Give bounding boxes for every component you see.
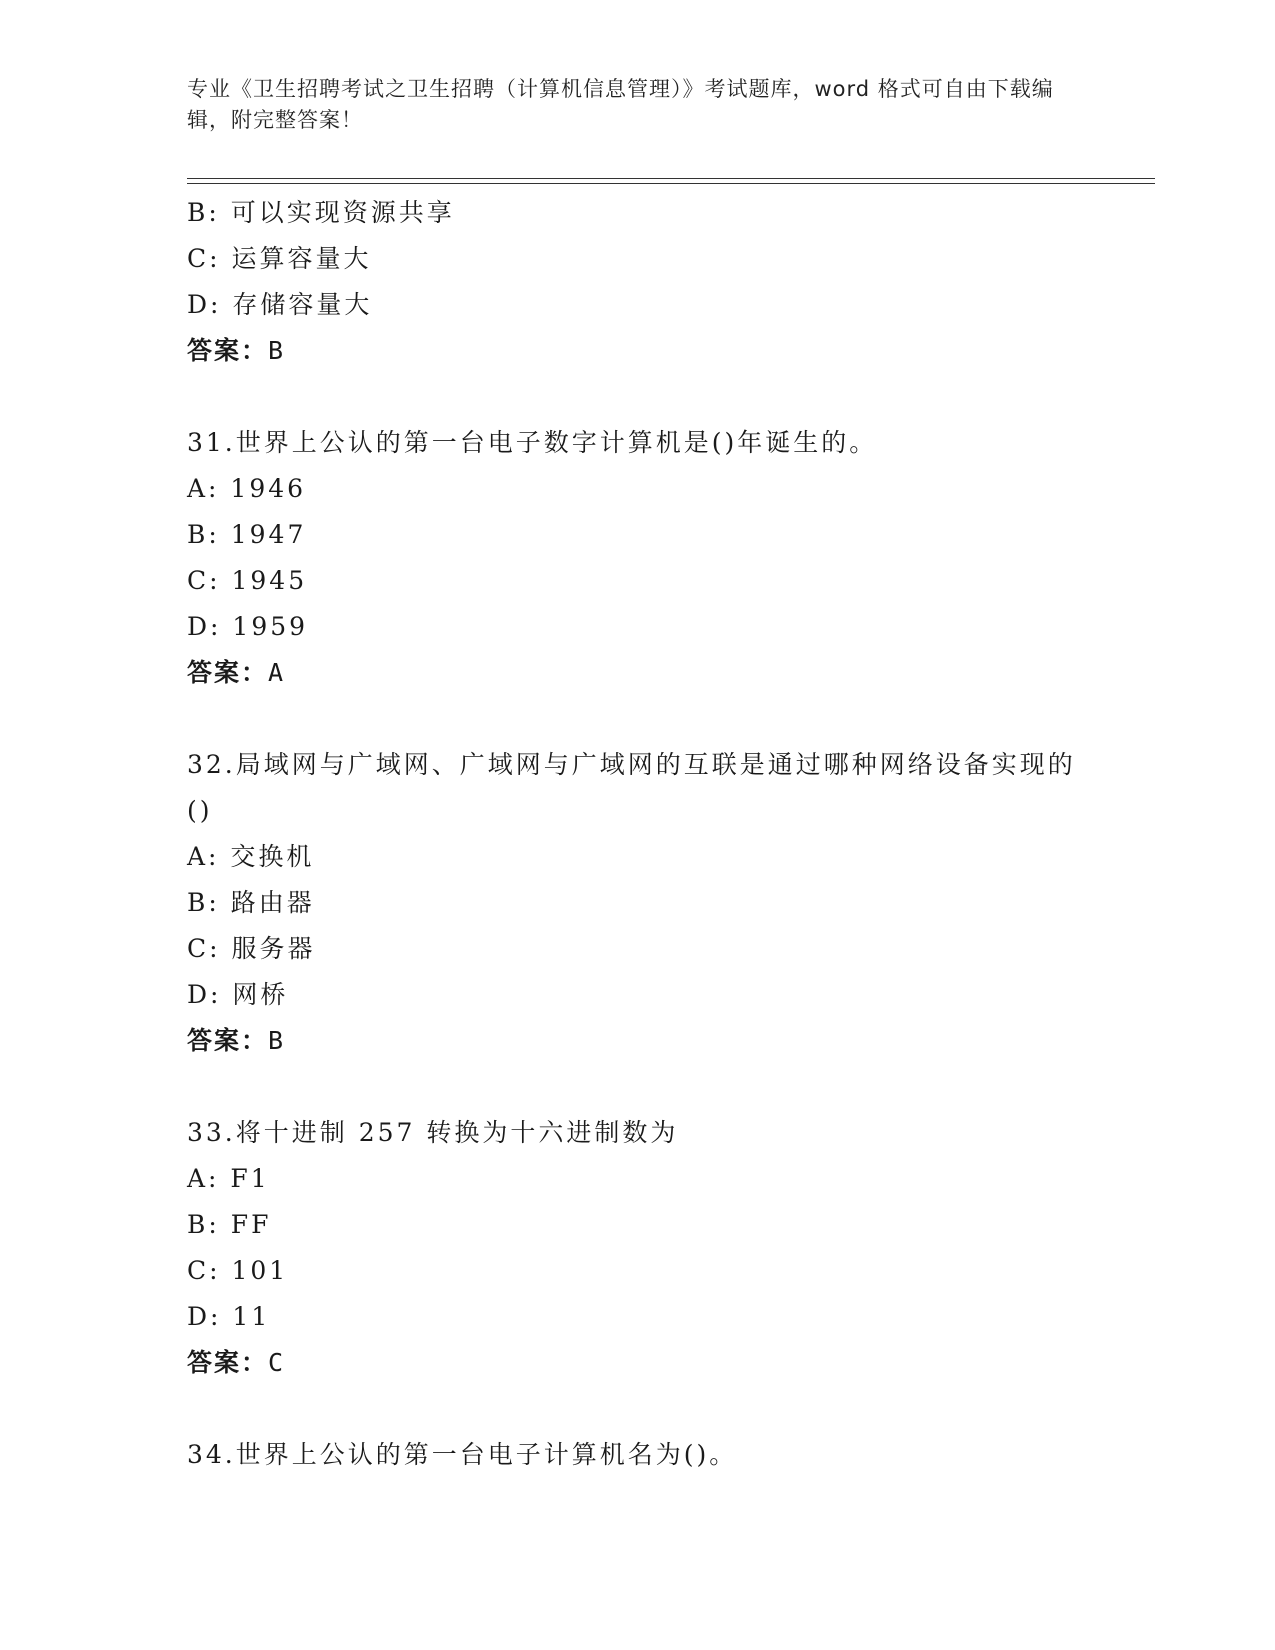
answer-line: [187, 650, 1077, 696]
answer-value: B: [268, 336, 286, 365]
question-30-continuation: [187, 190, 1077, 374]
option-c: C: 1945: [187, 566, 308, 595]
answer-value: B: [268, 1026, 286, 1055]
answer-value: C: [268, 1348, 286, 1377]
question-stem: 33.将十进制 257 转换为十六进制数为: [187, 1118, 679, 1147]
option-b: B: FF: [187, 1210, 272, 1239]
question-32: [187, 742, 1077, 1064]
option-a: A: 1946: [187, 474, 307, 503]
answer-label: 答案：: [187, 336, 269, 365]
question-stem: 34.世界上公认的第一台电子计算机名为()。: [187, 1440, 738, 1469]
question-34: [187, 1432, 1077, 1478]
option-b: B: 路由器: [187, 888, 315, 917]
option-d: D: 网桥: [187, 980, 289, 1009]
option-b: B: 1947: [187, 520, 307, 549]
answer-label: 答案：: [187, 658, 269, 687]
option-a: A: F1: [187, 1164, 270, 1193]
answer-line: [187, 1340, 1077, 1386]
answer-label: 答案：: [187, 1026, 269, 1055]
option-a: A: 交换机: [187, 842, 315, 871]
option-d: D: 11: [187, 1302, 271, 1331]
document-header-note: 专业《卫生招聘考试之卫生招聘（计算机信息管理）》考试题库，word 格式可自由下载编辑，附完整答案！: [187, 77, 1054, 132]
option-d: D: 1959: [187, 612, 309, 641]
option-d: D: 存储容量大: [187, 290, 373, 319]
header-divider-top: [187, 178, 1155, 179]
question-31: [187, 420, 1077, 696]
spacer: [187, 374, 1077, 420]
question-list: [187, 190, 1077, 1478]
answer-line: [187, 328, 1077, 374]
option-b: B: 可以实现资源共享: [187, 198, 455, 227]
question-33: [187, 1110, 1077, 1386]
question-stem: 31.世界上公认的第一台电子数字计算机是()年诞生的。: [187, 428, 878, 457]
spacer: [187, 1386, 1077, 1432]
spacer: [187, 696, 1077, 742]
option-c: C: 服务器: [187, 934, 316, 963]
answer-line: [187, 1018, 1077, 1064]
answer-label: 答案：: [187, 1348, 269, 1377]
answer-value: A: [268, 658, 286, 687]
option-c: C: 101: [187, 1256, 289, 1285]
question-stem: 32.局域网与广域网、广域网与广域网的互联是通过哪种网络设备实现的(): [187, 750, 1076, 825]
header-divider-bottom: [187, 183, 1155, 184]
option-c: C: 运算容量大: [187, 244, 372, 273]
spacer: [187, 1064, 1077, 1110]
